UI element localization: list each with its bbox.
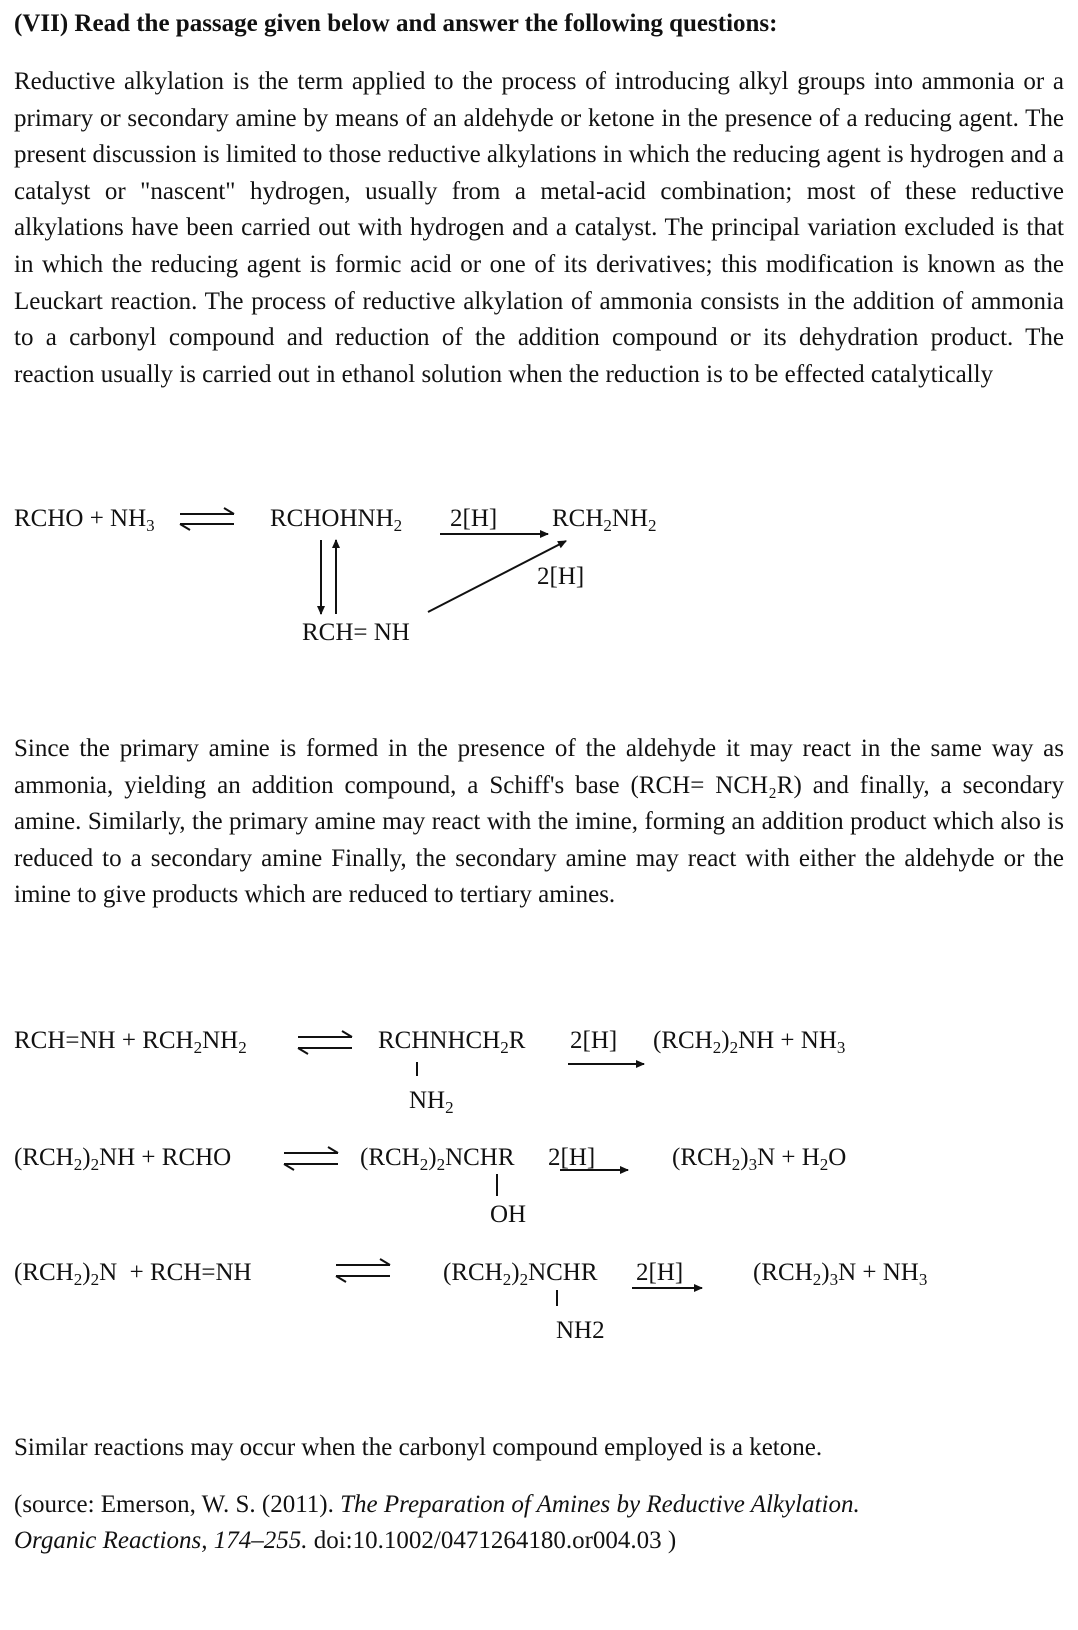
citation: (source: Emerson, W. S. (2011). The Preparation of Amines by Reductive Alkylation. Organic Reactions, 174–255. doi:10.1002/0471264180.or004.03 ) [14,1491,860,1554]
scheme2-row1-product: $(RCH_2)_2NH + NH_3$ [653,1027,846,1057]
scheme2-row3-reactants: $(RCH_2)_2N + RCH=NH$ [14,1259,252,1289]
scheme2-row1-substituent: $NH_2$ [409,1087,454,1117]
scheme1-reactants: RCHO + $NH_3$ [14,505,155,535]
scheme2-row2-product: $(RCH_2)_3N + H_2O$ [672,1144,847,1174]
scheme2-row2-adduct: $(RCH_2)_2NCHR$ [360,1144,515,1174]
scheme1-equilibrium-arrow [180,508,234,530]
scheme1-reagent-top: 2[H] [450,505,498,532]
scheme2-row3-adduct: $(RCH_2)_2NCHR$ [443,1259,598,1289]
scheme2-row2-reactants: $(RCH_2)_2NH$ + RCHO [14,1144,232,1174]
passage-paragraph-1: Reductive alkylation is the term applied to the process of introducing alkyl groups into ammonia or a primary or secondary amine by means of an aldehyde or ketone in the presence of a reducing agent. The present discussion is limited to those reductive alkylations in which the reducing agent is hydrogen and a catalyst or "nascent" hydrogen, usually from a metal-acid combination; most of these reductive alkylations have been carried out with hydrogen and a catalyst. The principal variation excluded is that in which the reducing agent is formic acid or one of its derivatives; this modification is known as the Leuckart reaction. The process of reductive alkylation of ammonia consists in the addition of ammonia to a carbonyl compound and reduction of the addition compound or its dehydration product. The reaction usually is carried out in ethanol solution when the reduction is to be effected catalytically [14,68,1064,388]
scheme2-row3-substituent: NH2 [556,1317,605,1344]
scheme2-row3-reagent: 2[H] [636,1259,684,1286]
scheme2-row1-equilibrium-arrow [298,1031,352,1054]
scheme2-row2-equilibrium-arrow [284,1147,338,1170]
section-heading: (VII) Read the passage given below and answer the following questions: [14,10,778,37]
scheme2-row3-product: $(RCH_2)_3N + NH_3$ [753,1259,928,1289]
scheme1-product: $RCH_2NH_2$ [552,505,657,535]
scheme1-intermediate: $RCHOHNH_2$ [270,505,403,535]
scheme1-reagent-diagonal: 2[H] [537,563,585,590]
scheme1-imine: RCH= NH [302,619,410,646]
scheme2-row2-reagent: 2[H] [548,1144,596,1171]
scheme2-row1-reactants: $RCH=NH + RCH_2NH_2$ [14,1027,247,1057]
scheme2-row1-reagent: 2[H] [570,1027,618,1054]
scheme1-diagonal-arrow [428,541,566,612]
passage-paragraph-3: Similar reactions may occur when the carbonyl compound employed is a ketone. [14,1434,823,1461]
scheme2-row2-substituent: OH [490,1201,527,1228]
scheme2-row1-adduct: $RCHNHCH_2R$ [378,1027,526,1057]
passage-paragraph-2: Since the primary amine is formed in the presence of the aldehyde it may react in the same way as ammonia, yielding an addition compound, a Schiff's base (RCH= NCH₂R) and finally, a secondary amine. Similarly, the primary amine may react with the imine, forming an addition product which also is reduced to a secondary amine Finally, the secondary amine may react with either the aldehyde or the imine to give products which are reduced to tertiary amines. [14,735,1064,909]
scheme2-row3-equilibrium-arrow [336,1259,390,1282]
